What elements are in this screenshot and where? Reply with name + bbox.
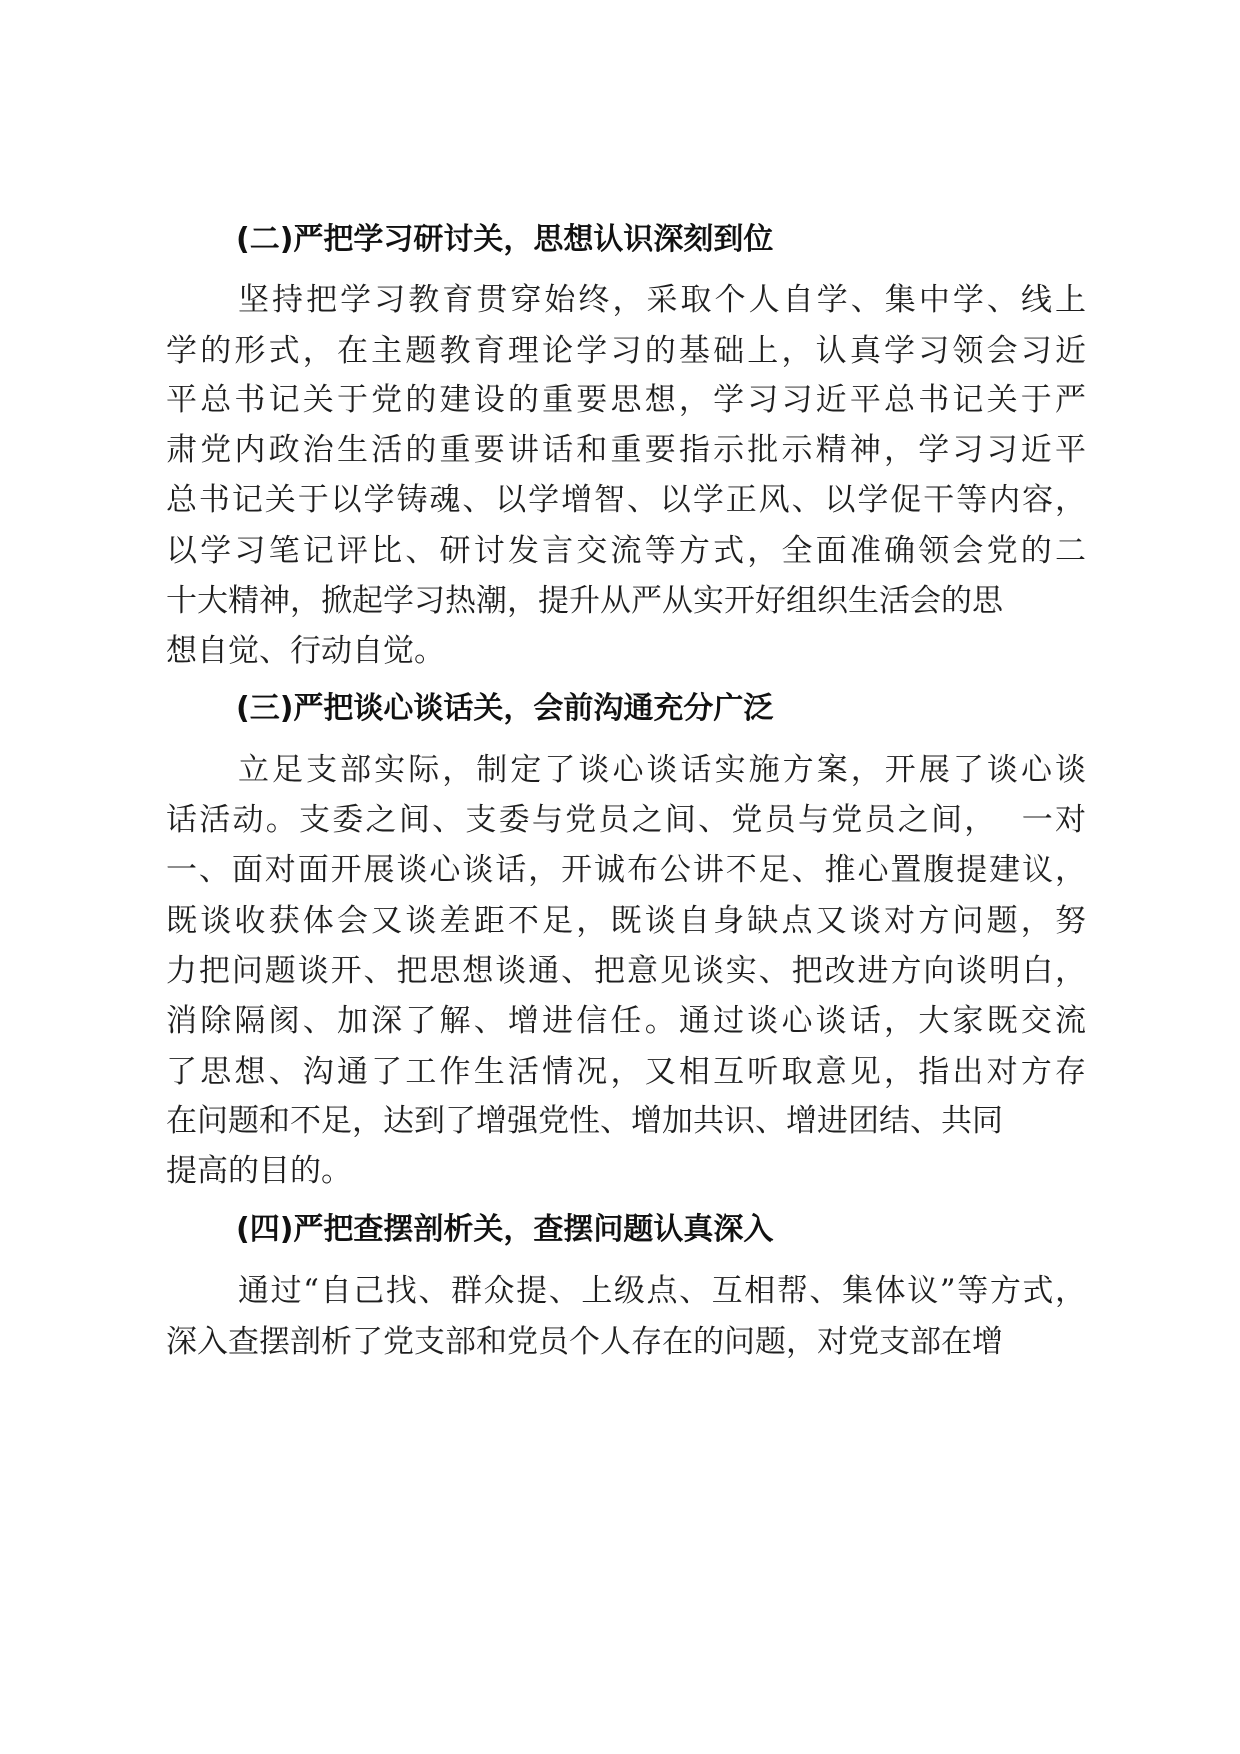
paragraph-line: 既谈收获体会又谈差距不足，既谈自身缺点又谈对方问题，努	[166, 903, 1086, 939]
paragraph-line: 学的形式，在主题教育理论学习的基础上，认真学习领会习近	[166, 333, 1086, 369]
paragraph-line: 力把问题谈开、把思想谈通、把意见谈实、把改进方向谈明白，	[166, 953, 1086, 989]
section-heading-study: (二)严把学习研讨关，思想认识深刻到位	[236, 222, 774, 257]
paragraph-line: 一、面对面开展谈心谈话，开诚布公讲不足、推心置腹提建议，	[166, 852, 1086, 888]
paragraph-line: 坚持把学习教育贯穿始终，采取个人自学、集中学、线上	[238, 282, 1086, 318]
paragraph-line: 立足支部实际，制定了谈心谈话实施方案，开展了谈心谈	[238, 752, 1086, 788]
paragraph-line: 提高的目的。	[166, 1153, 352, 1189]
paragraph-line: 以学习笔记评比、研讨发言交流等方式，全面准确领会党的二	[166, 533, 1086, 569]
paragraph-line: 想自觉、行动自觉。	[166, 633, 445, 669]
paragraph-line: 平总书记关于党的建设的重要思想，学习习近平总书记关于严	[166, 382, 1086, 418]
section-heading-review: (四)严把查摆剖析关，查摆问题认真深入	[236, 1212, 774, 1247]
paragraph-line: 话活动。支委之间、支委与党员之间、党员与党员之间， 一对	[166, 802, 1086, 838]
paragraph-line: 在问题和不足，达到了增强党性、增加共识、增进团结、共同	[166, 1103, 1003, 1139]
paragraph-line: 了思想、沟通了工作生活情况，又相互听取意见，指出对方存	[166, 1054, 1086, 1090]
paragraph-line: 总书记关于以学铸魂、以学增智、以学正风、以学促干等内容，	[166, 482, 1086, 518]
section-heading-talks: (三)严把谈心谈话关，会前沟通充分广泛	[236, 691, 774, 726]
paragraph-line: 深入查摆剖析了党支部和党员个人存在的问题，对党支部在增	[166, 1324, 1003, 1360]
paragraph-line: 消除隔阂、加深了解、增进信任。通过谈心谈话，大家既交流	[166, 1003, 1086, 1039]
paragraph-line: 肃党内政治生活的重要讲话和重要指示批示精神，学习习近平	[166, 432, 1086, 468]
paragraph-line: 通过“自己找、群众提、上级点、互相帮、集体议”等方式，	[238, 1273, 1086, 1309]
paragraph-line: 十大精神，掀起学习热潮，提升从严从实开好组织生活会的思	[166, 583, 1003, 619]
